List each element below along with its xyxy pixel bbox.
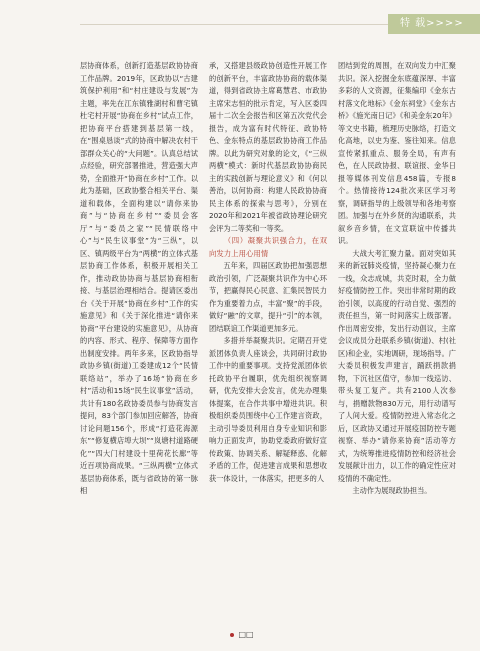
- paragraph: 大战大考汇聚力量。面对突如其来的新冠肺炎疫情，坚持凝心聚力在一线，众志成城，共克时艰，全力做好疫情防控工作。突出非常时期的政治引领，以高度的行动自觉、强烈的责任担当，第一时间落实上级部署。作出周密安排，发出行动倡议，主席会议成员分赴联系乡镇(街道)、村(社区)和企业，实地调研，现场指导。广大委员积极发声建言，踊跃捐款捐物，下沉社区值守，参加一线巡访、带头复工复产。共有2100人次参与，捐赠款物830万元，用行动谱写了人间大爱。疫情防控进入常态化之后，区政协又通过开展疫国防控专题视察、举办“请你来协商”活动等方式，为统筹推进疫情防控和经济社会发展献计出力，以工作的确定性应对疫情的不确定性。: [338, 248, 456, 483]
- header-rule: [80, 24, 388, 25]
- section-label: 特 载>>>>: [388, 14, 480, 34]
- page-number: □□: [238, 630, 254, 639]
- article-body: [80, 60, 456, 620]
- section-subheading: （四）凝聚共识强合力，在双向发力上用心用情: [209, 236, 327, 258]
- page-header: [0, 0, 480, 52]
- page-footer: [0, 630, 480, 644]
- paragraph: 五年来，四届区政协把加强思想政治引领，广泛凝聚共识作为中心环节，把赢得民心民意、汇集民智民力作为重要着力点，丰富“聚”的手段，做好“融”的文章，提升“引”的本领，团结联谊工作渠道更加多元。: [209, 261, 327, 333]
- paragraph: 层协商体系，创新打造基层政协协商工作品牌。2019年，区政协以“古建筑保护利用”和“村庄建设与发展”为主题，率先在江东镇雅湖村和曹宅镇杜宅村开展“协商在乡村”试点工作，把协商平台搭建到基层第一线，在“围桌恳谈”式的协商中解决农村干部群众关心的“大问题”。认真总结试点经验，研究部署推进，营造强大声势，全面推开“协商在乡村”工作。以此为基础，区政协整合相关平台、渠道和载体，全面构建以“请你来协商”与“协商在乡村”“委员会客厅”与“委员之家”“民情联络中心”与“民生议事堂”为“三纵”，以区、镇两级平台为“两横”的立体式基层协商工作体系，积极开展相关工作，推动政协协商与基层协商相衔接、与基层治理相结合。提请区委出台《关于开展“协商在乡村”工作的实施意见》和《关于深化推进“请你来协商”平台建设的实施意见》，从协商的内容、形式、程序、保障等方面作出制度安排。两年多来，区政协指导政协乡镇(街道)工委建成12个“民情联络站”，举办了16场“协商在乡村”活动和15场“民生议事堂”活动，共计有180名政协委员参与协商发言提问，83个部门参加回应解答，协商讨论问题156个，形成“打造花海源东”“修复横店埠大坝”“岚塘村道路硬化”“四大门村建设十里荷花长廊”等近百项协商成果。“三纵两横”立体式基层协商体系，既与省政协的第一脉相: [80, 61, 198, 495]
- column-3: [338, 60, 456, 620]
- paragraph: 团结到党的周围，在双向发力中汇聚共识。深入挖掘金东底蕴深厚、丰富多彩的人文资源，征集编印《金东古村落文化地标》《金东祠堂》《金东古桥》《施光南日记》《和美金东20年》等文史书籍，梳理历史脉络，打造文化高地，以史为鉴、鉴往知来。信息宣传紧抓重点、服务全局，有声有色，在人民政协报、联谊报、金华日报等媒体刊发信息458篇，专报8个。热情接待124批次来区学习考察，调研指导的上级领导和各地考察团。加强与在外乡贤的沟通联系，共叙乡音乡情，在文宣联谊中传播共识。: [338, 61, 456, 245]
- paragraph: 多措并举凝聚共识。定期召开党派团体负责人座谈会，共同研讨政协工作中的重要事项。支持党派团体依托政协平台履职，优先组织视察调研，优先安排大会发言，优先办理集体提案，在合作共事中增进共识。积极组织委员围绕中心工作建言资政，主动引导委员利用自身专业知识和影响力正面发声，协助党委政府做好宣传政策、协调关系、解疑释惑、化解矛盾的工作，促进建言成果和思想收获一体设计，一体落实，把更多的人: [209, 336, 327, 483]
- paragraph: 承，又搭建县级政协创造性开展工作的创新平台，丰富政协协商的载体渠道，得到省政协主席葛慧君、市政协主席宋志恒的批示肯定，写入区委四届十二次全会报告和区第五次党代会报告，成为富有时代特征、政协特色、金东特点的基层政协协商工作品牌。以此为研究对象的论文，《“三纵两横”模式：新时代基层政协协商民主的实践创新与理论意义》和《何以善治，以何协商：构建人民政协协商民主体系的探索与思考》，分别在2020年和2021年被省政协理论研究会评为二等奖和一等奖。: [209, 61, 327, 233]
- paragraph: 主动作为展现政协担当。: [352, 486, 432, 495]
- column-1: [80, 60, 198, 620]
- footer-dot-icon: [230, 633, 234, 637]
- column-2: [209, 60, 327, 620]
